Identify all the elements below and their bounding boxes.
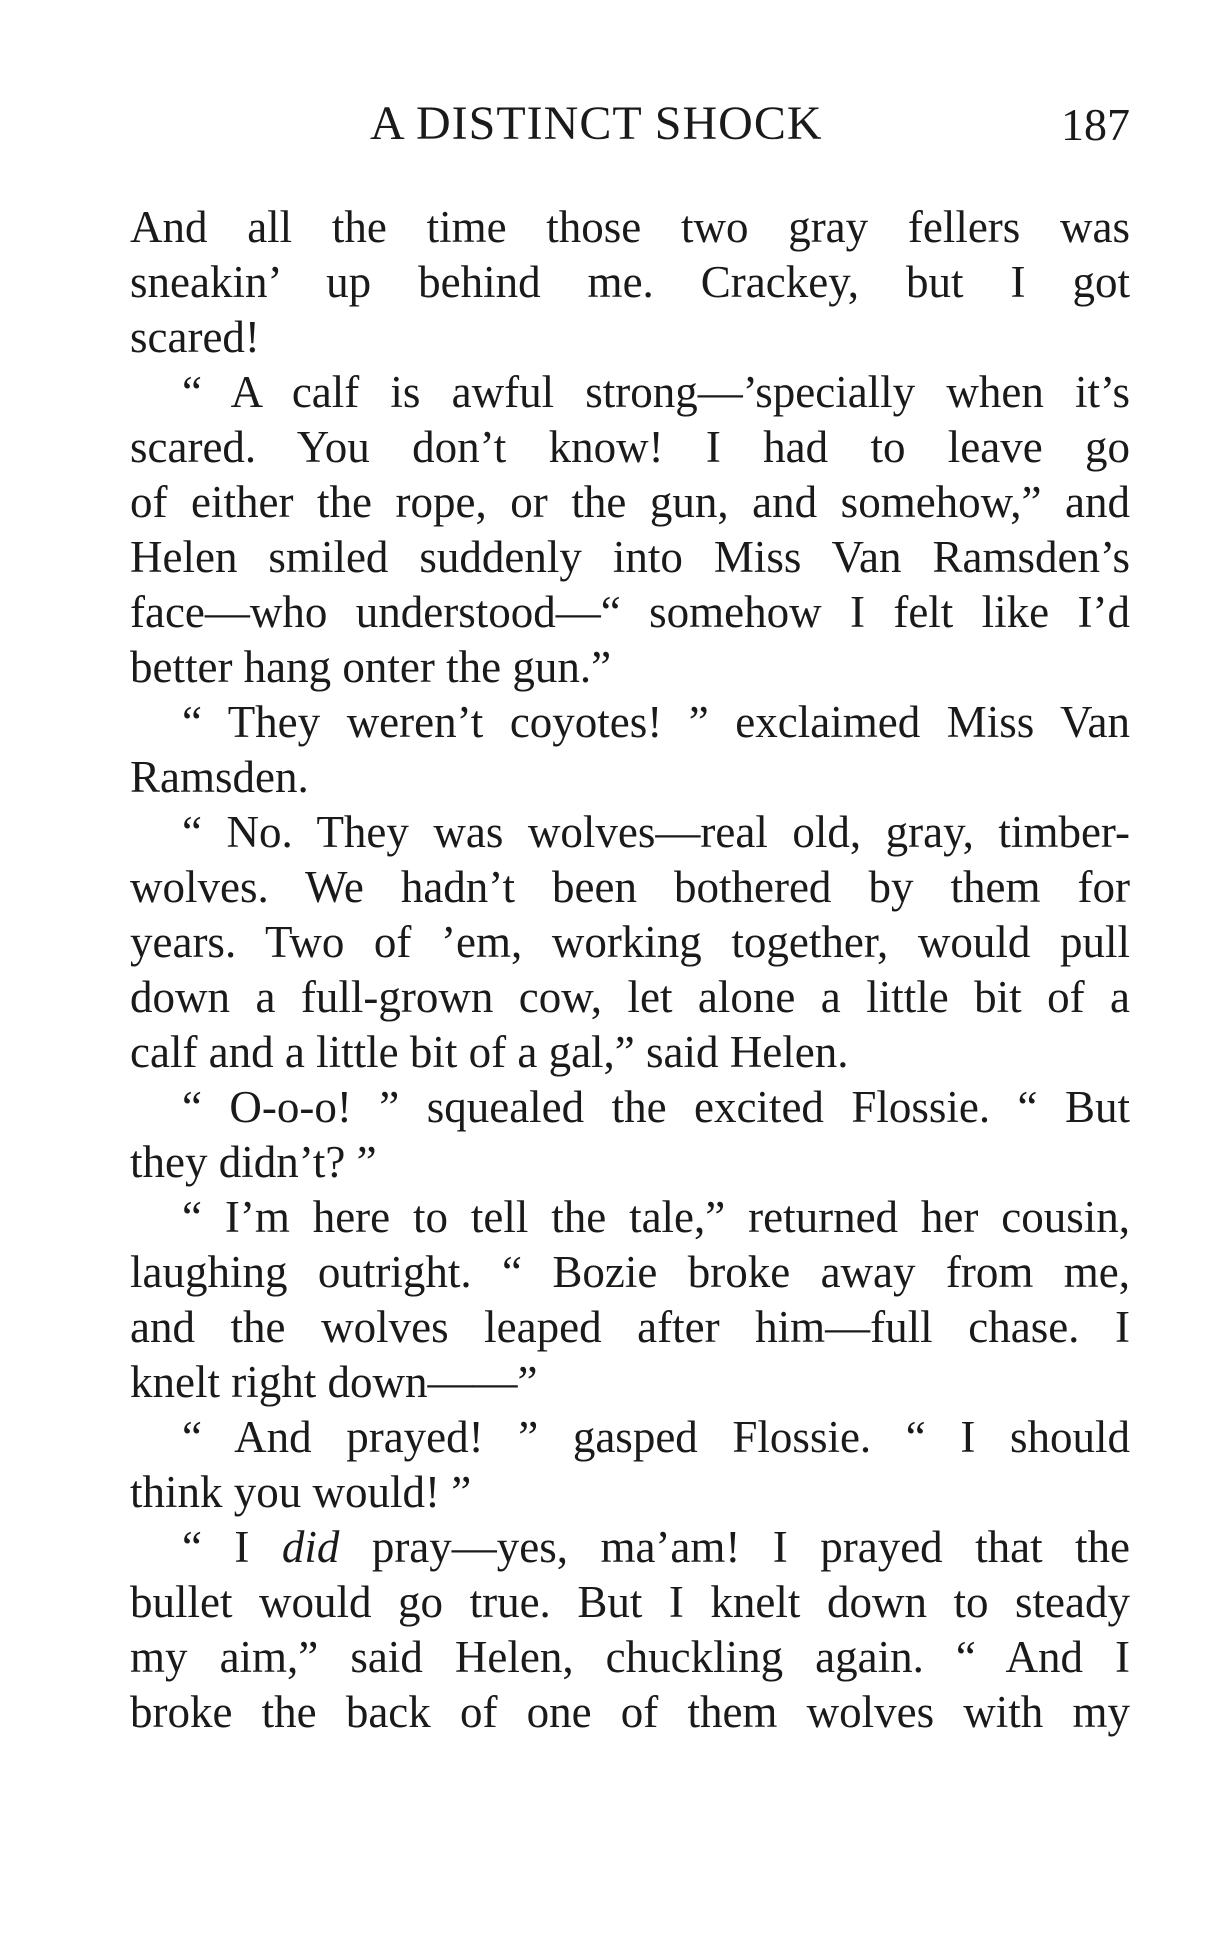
page-number: 187 — [1061, 99, 1130, 150]
text-segment: “ I — [182, 1522, 282, 1572]
text-line: face—who understood—“ somehow I felt like I’d — [130, 587, 1130, 637]
text-line: think you would! ” — [130, 1467, 472, 1517]
running-title: A DISTINCT SHOCK — [370, 97, 823, 150]
text-line: Ramsden. — [130, 752, 309, 802]
text-line: wolves. We hadn’t been bothered by them for — [130, 862, 1130, 912]
text-line: bullet would go true. But I knelt down to steady — [130, 1577, 1130, 1627]
italic-word: did — [281, 1522, 340, 1572]
text-line: of either the rope, or the gun, and somehow,” and — [130, 477, 1130, 527]
text-line: calf and a little bit of a gal,” said Helen. — [130, 1027, 849, 1077]
text-line: Helen smiled suddenly into Miss Van Ramsden’s — [130, 532, 1130, 582]
text-line: “ A calf is awful strong—’specially when it’s — [182, 367, 1130, 417]
text-segment: pray—yes, ma’am! I prayed that the — [371, 1522, 1130, 1572]
page-header — [130, 96, 1130, 156]
text-line: knelt right down——” — [130, 1357, 538, 1407]
text-line: sneakin’ up behind me. Crackey, but I got — [130, 257, 1130, 307]
text-line: scared! — [130, 312, 260, 362]
text-line: broke the back of one of them wolves with my — [130, 1687, 1130, 1737]
text-line: “ They weren’t coyotes! ” exclaimed Miss Van — [182, 697, 1130, 747]
text-line: laughing outright. “ Bozie broke away from me, — [130, 1247, 1130, 1297]
text-line — [130, 1520, 1130, 1575]
text-line: my aim,” said Helen, chuckling again. “ And I — [130, 1632, 1130, 1682]
body-text — [130, 200, 1130, 1740]
text-line: better hang onter the gun.” — [130, 642, 612, 692]
text-line: “ No. They was wolves—real old, gray, timber- — [182, 807, 1130, 857]
text-line: down a full-grown cow, let alone a little bit of a — [130, 972, 1130, 1022]
text-line: “ O-o-o! ” squealed the excited Flossie. “ But — [182, 1082, 1130, 1132]
text-line: and the wolves leaped after him—full chase. I — [130, 1302, 1130, 1352]
text-line: “ And prayed! ” gasped Flossie. “ I should — [182, 1412, 1130, 1462]
text-line: “ I’m here to tell the tale,” returned her cousin, — [182, 1192, 1130, 1242]
text-line: scared. You don’t know! I had to leave go — [130, 422, 1130, 472]
text-line: years. Two of ’em, working together, would pull — [130, 917, 1130, 967]
text-line: they didn’t? ” — [130, 1137, 377, 1187]
text-line: And all the time those two gray fellers was — [130, 202, 1130, 252]
text-segment — [339, 1522, 371, 1572]
